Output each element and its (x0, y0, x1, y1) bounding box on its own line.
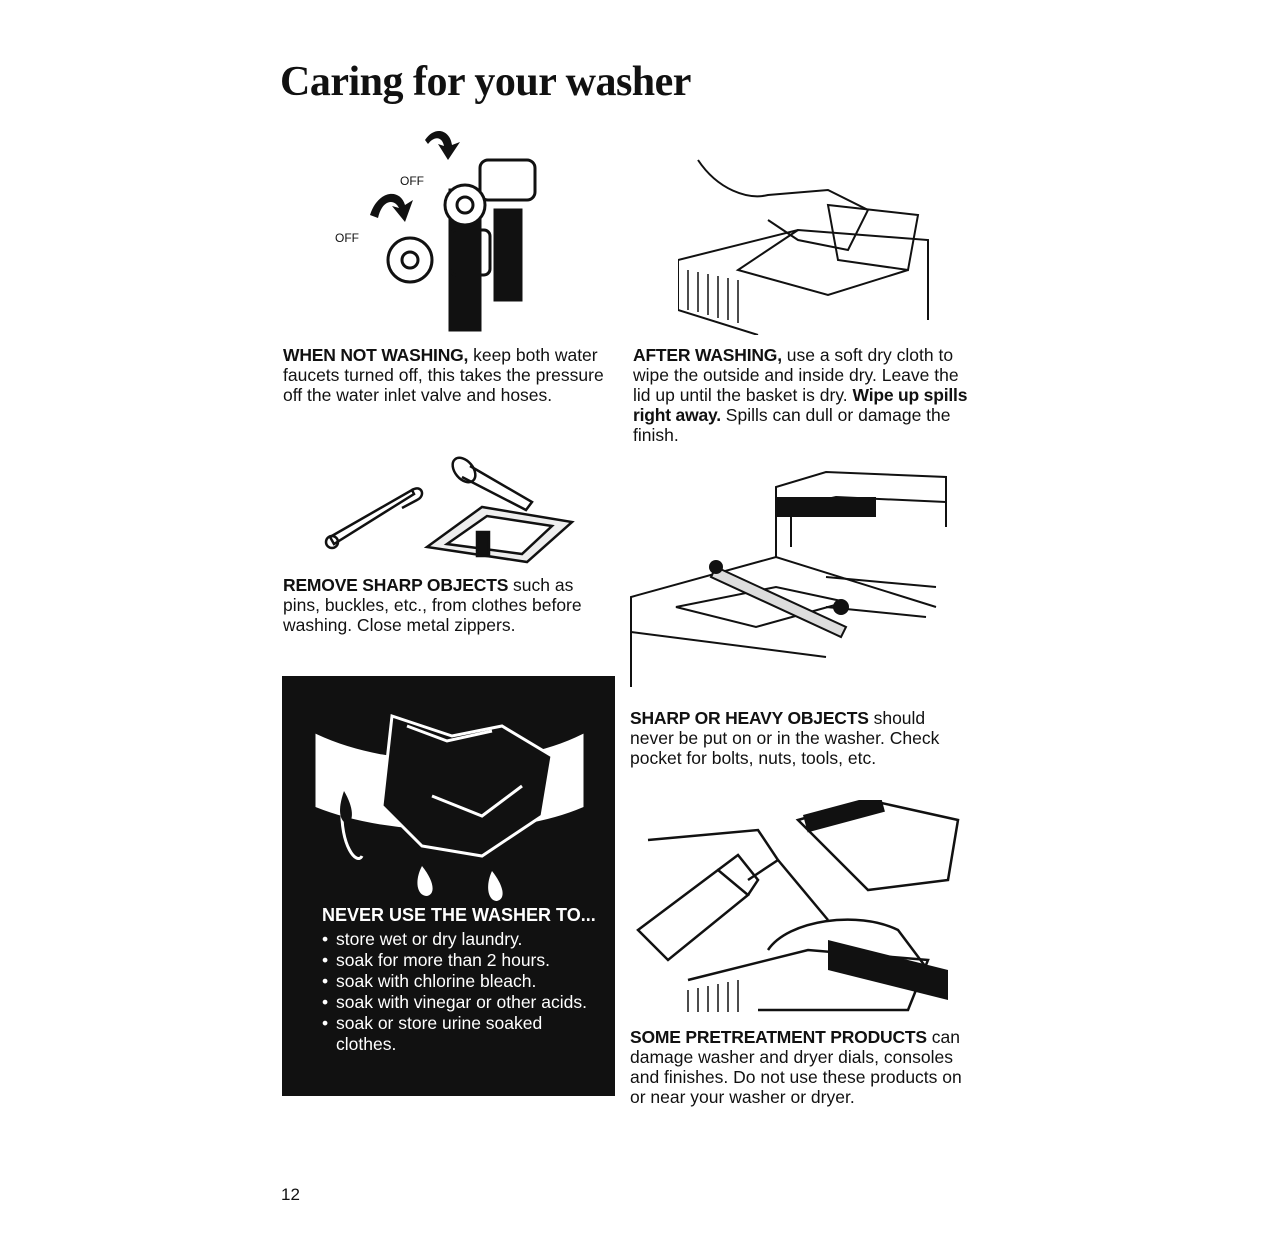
after-washing-emphasis: Wipe up spills right away. (633, 385, 968, 425)
when-not-washing-heading: WHEN NOT WASHING, (283, 345, 469, 365)
when-not-washing-body: keep both water faucets turned off, this takes the pressure off the water inlet valve and hoses. (283, 345, 604, 405)
faucet-valves-illustration (330, 120, 580, 335)
pretreatment-products-paragraph (630, 1027, 962, 1107)
hand-wiping-washer-illustration (678, 120, 938, 335)
faucet-off-label-lower: OFF (335, 231, 359, 245)
when-not-washing-paragraph (283, 345, 608, 405)
spray-bottle-illustration (628, 800, 963, 1015)
remove-sharp-objects-heading: REMOVE SHARP OBJECTS (283, 575, 509, 595)
warning-text-block (322, 905, 602, 1055)
warning-list-item: • soak or store urine soaked clothes. (322, 1013, 602, 1055)
warning-heading: NEVER USE THE WASHER TO... (322, 905, 596, 925)
wet-laundry-illustration (282, 696, 615, 926)
after-washing-body-end: Spills can dull or damage the finish. (633, 405, 951, 445)
page-number: 12 (281, 1185, 300, 1204)
page-title: Caring for your washer (280, 59, 691, 105)
warning-list-item: • soak for more than 2 hours. (322, 950, 602, 971)
warning-list-item: • soak with chlorine bleach. (322, 971, 602, 992)
pretreatment-products-body: can damage washer and dryer dials, consoles and finishes. Do not use these products on or near your washer or dryer. (630, 1027, 962, 1107)
sharp-or-heavy-objects-body: should never be put on or in the washer. Check pocket for bolts, nuts, tools, etc. (630, 708, 940, 768)
sharp-or-heavy-objects-paragraph (630, 708, 960, 768)
warning-list-item: • store wet or dry laundry. (322, 929, 602, 950)
washer-with-tool-illustration (626, 467, 961, 692)
remove-sharp-objects-paragraph (283, 575, 613, 635)
after-washing-body: use a soft dry cloth to wipe the outside and inside dry. Leave the lid up until the basket is dry. (633, 345, 959, 405)
warning-list (322, 929, 602, 1055)
sharp-or-heavy-objects-heading: SHARP OR HEAVY OBJECTS (630, 708, 869, 728)
pretreatment-products-heading: SOME PRETREATMENT PRODUCTS (630, 1027, 927, 1047)
after-washing-paragraph (633, 345, 971, 445)
remove-sharp-objects-body: such as pins, buckles, etc., from clothes before washing. Close metal zippers. (283, 575, 582, 635)
warning-list-item: • soak with vinegar or other acids. (322, 992, 602, 1013)
faucet-off-label-upper: OFF (400, 174, 424, 188)
pin-and-buckle-illustration (322, 452, 582, 567)
after-washing-heading: AFTER WASHING, (633, 345, 782, 365)
